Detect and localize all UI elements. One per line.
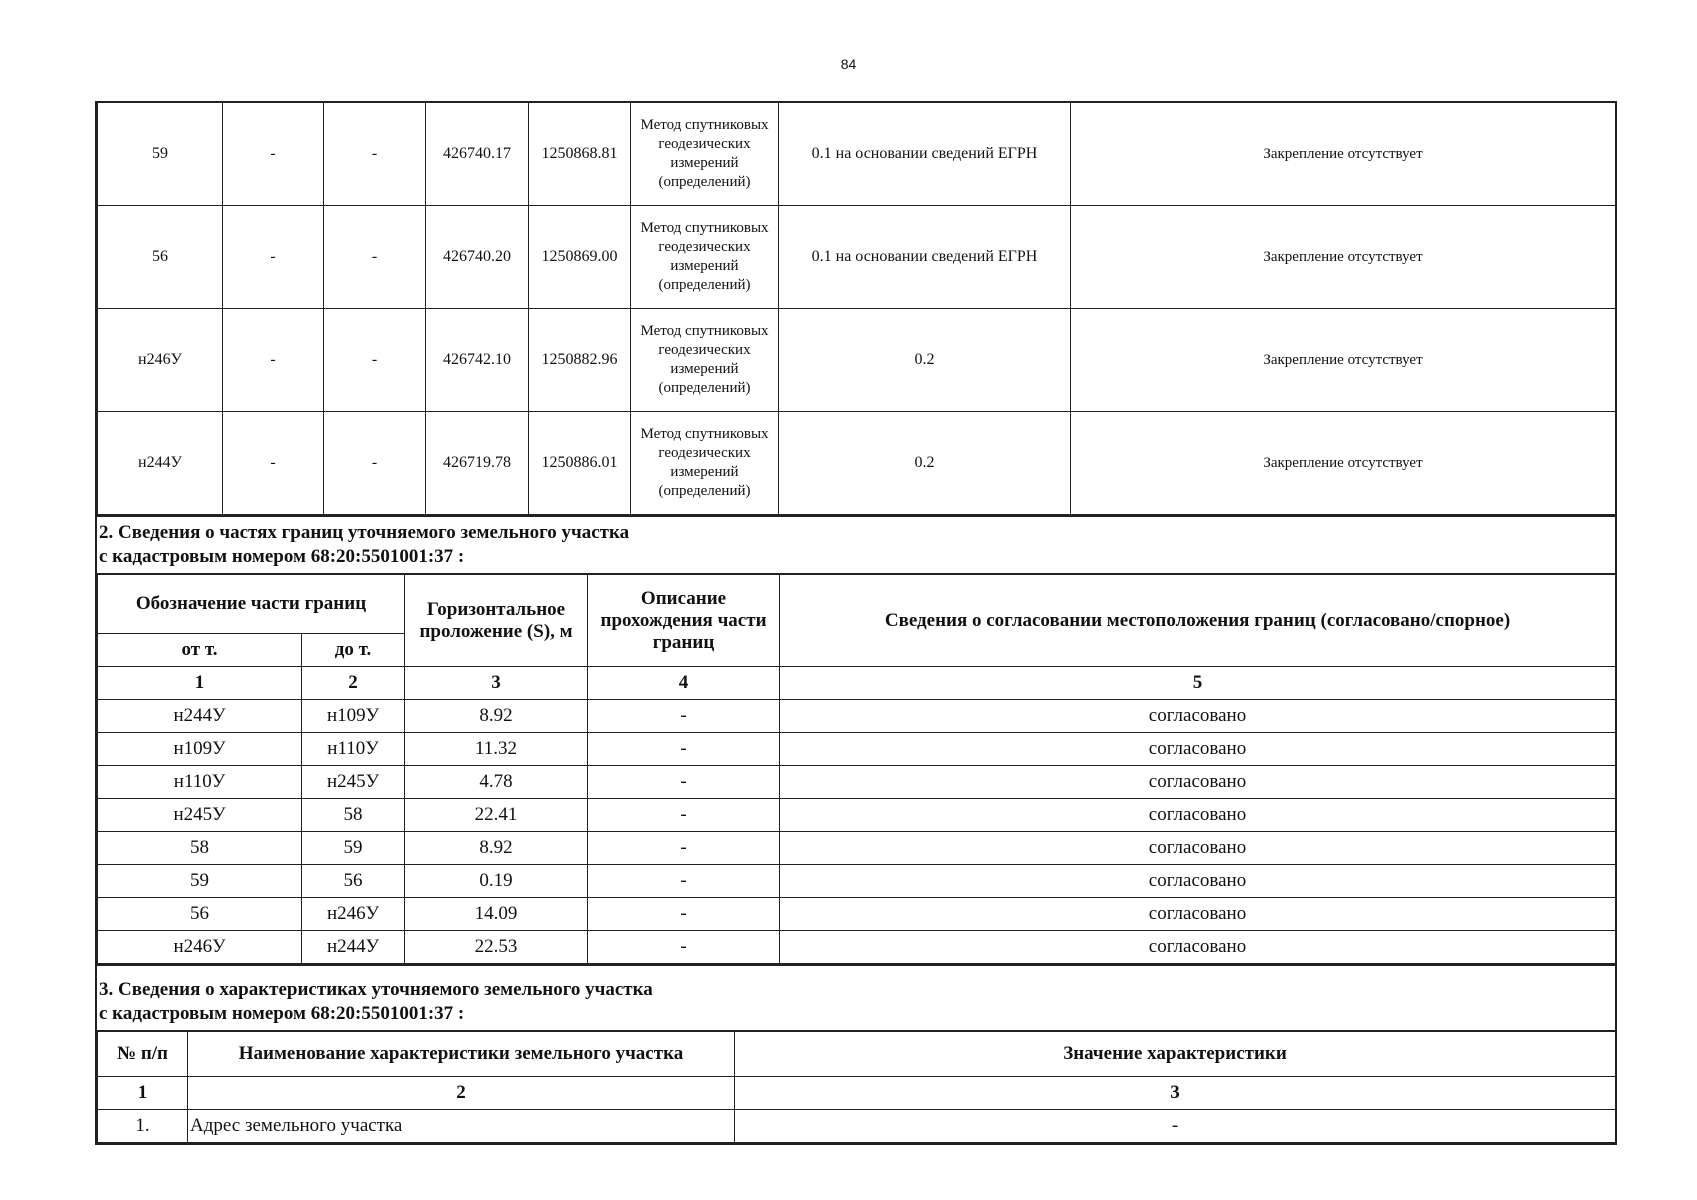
to-point: 58 xyxy=(302,799,405,832)
fixing-description: Закрепление отсутствует xyxy=(1071,102,1616,206)
header-name: Наименование характеристики земельного участка xyxy=(188,1032,735,1077)
header-value: Значение характеристики xyxy=(735,1032,1616,1077)
point-designation: 56 xyxy=(98,206,223,309)
horizontal-distance: 22.41 xyxy=(405,799,588,832)
coordinate-y: 1250882.96 xyxy=(529,309,631,412)
table-row xyxy=(98,733,1616,766)
column-numbers-row xyxy=(98,1077,1616,1110)
characteristic-value: - xyxy=(735,1110,1616,1143)
section-3-title-line1: 3. Сведения о характеристиках уточняемого земельного участка xyxy=(99,979,653,1000)
to-point: н109У xyxy=(302,700,405,733)
accuracy-value: 0.1 на основании сведений ЕГРН xyxy=(779,206,1071,309)
column-number: 3 xyxy=(735,1077,1616,1110)
point-designation: н246У xyxy=(98,309,223,412)
horizontal-distance: 0.19 xyxy=(405,865,588,898)
accuracy-value: 0.2 xyxy=(779,412,1071,515)
agreement-status: согласовано xyxy=(780,700,1616,733)
horizontal-distance: 11.32 xyxy=(405,733,588,766)
table-row xyxy=(98,898,1616,931)
table-row xyxy=(98,412,1616,515)
section-2-title xyxy=(97,515,1615,574)
header-part-designation: Обозначение части границ xyxy=(98,575,405,634)
agreement-status: согласовано xyxy=(780,799,1616,832)
agreement-status: согласовано xyxy=(780,865,1616,898)
coordinate-x: 426740.17 xyxy=(426,102,529,206)
empty-value: - xyxy=(223,102,324,206)
coordinate-y: 1250886.01 xyxy=(529,412,631,515)
table-row xyxy=(98,206,1616,309)
accuracy-value: 0.1 на основании сведений ЕГРН xyxy=(779,102,1071,206)
from-point: н244У xyxy=(98,700,302,733)
coordinate-x: 426719.78 xyxy=(426,412,529,515)
determination-method: Метод спутниковых геодезических измерений (определений) xyxy=(631,206,779,309)
coordinate-x: 426740.20 xyxy=(426,206,529,309)
part-description: - xyxy=(588,700,780,733)
header-from: от т. xyxy=(98,634,302,667)
row-number: 1. xyxy=(98,1110,188,1143)
header-to: до т. xyxy=(302,634,405,667)
from-point: 59 xyxy=(98,865,302,898)
coordinate-x: 426742.10 xyxy=(426,309,529,412)
fixing-description: Закрепление отсутствует xyxy=(1071,412,1616,515)
column-number: 1 xyxy=(98,667,302,700)
page-number: 84 xyxy=(840,56,857,72)
agreement-status: согласовано xyxy=(780,733,1616,766)
part-description: - xyxy=(588,799,780,832)
horizontal-distance: 22.53 xyxy=(405,931,588,964)
to-point: 59 xyxy=(302,832,405,865)
table-row xyxy=(98,931,1616,964)
header-agreement: Сведения о согласовании местоположения границ (согласовано/спорное) xyxy=(780,575,1616,667)
point-designation: н244У xyxy=(98,412,223,515)
table-row xyxy=(98,1110,1616,1143)
horizontal-distance: 4.78 xyxy=(405,766,588,799)
determination-method: Метод спутниковых геодезических измерений (определений) xyxy=(631,102,779,206)
characteristic-name: Адрес земельного участка xyxy=(188,1110,735,1143)
fixing-description: Закрепление отсутствует xyxy=(1071,309,1616,412)
determination-method: Метод спутниковых геодезических измерений (определений) xyxy=(631,309,779,412)
from-point: 56 xyxy=(98,898,302,931)
to-point: н110У xyxy=(302,733,405,766)
empty-value: - xyxy=(223,412,324,515)
to-point: 56 xyxy=(302,865,405,898)
empty-value: - xyxy=(324,309,426,412)
header-num: № п/п xyxy=(98,1032,188,1077)
from-point: н245У xyxy=(98,799,302,832)
column-numbers-row xyxy=(98,667,1616,700)
part-description: - xyxy=(588,832,780,865)
section-2-title-line2: с кадастровым номером 68:20:5501001:37 : xyxy=(99,546,465,567)
horizontal-distance: 14.09 xyxy=(405,898,588,931)
document-table xyxy=(95,101,1617,1145)
table-row xyxy=(98,309,1616,412)
table-row xyxy=(98,766,1616,799)
table-row xyxy=(98,700,1616,733)
header-description: Описание прохождения части границ xyxy=(588,575,780,667)
determination-method: Метод спутниковых геодезических измерений (определений) xyxy=(631,412,779,515)
from-point: 58 xyxy=(98,832,302,865)
coordinate-y: 1250868.81 xyxy=(529,102,631,206)
to-point: н244У xyxy=(302,931,405,964)
header-horizontal: Горизонтальное проложение (S), м xyxy=(405,575,588,667)
column-number: 3 xyxy=(405,667,588,700)
column-number: 4 xyxy=(588,667,780,700)
column-number: 5 xyxy=(780,667,1616,700)
table-row xyxy=(98,865,1616,898)
to-point: н245У xyxy=(302,766,405,799)
accuracy-value: 0.2 xyxy=(779,309,1071,412)
empty-value: - xyxy=(324,206,426,309)
from-point: н246У xyxy=(98,931,302,964)
empty-value: - xyxy=(223,309,324,412)
table-row xyxy=(98,102,1616,206)
empty-value: - xyxy=(223,206,324,309)
table-row xyxy=(98,799,1616,832)
empty-value: - xyxy=(324,412,426,515)
table-row xyxy=(98,832,1616,865)
agreement-status: согласовано xyxy=(780,931,1616,964)
horizontal-distance: 8.92 xyxy=(405,832,588,865)
part-description: - xyxy=(588,931,780,964)
agreement-status: согласовано xyxy=(780,766,1616,799)
point-designation: 59 xyxy=(98,102,223,206)
characteristics-table xyxy=(97,1031,1616,1143)
part-description: - xyxy=(588,733,780,766)
column-number: 1 xyxy=(98,1077,188,1110)
column-number: 2 xyxy=(302,667,405,700)
agreement-status: согласовано xyxy=(780,832,1616,865)
part-description: - xyxy=(588,766,780,799)
fixing-description: Закрепление отсутствует xyxy=(1071,206,1616,309)
section-2-title-line1: 2. Сведения о частях границ уточняемого земельного участка xyxy=(99,522,630,543)
from-point: н109У xyxy=(98,733,302,766)
boundary-parts-table xyxy=(97,574,1616,964)
empty-value: - xyxy=(324,102,426,206)
agreement-status: согласовано xyxy=(780,898,1616,931)
from-point: н110У xyxy=(98,766,302,799)
part-description: - xyxy=(588,898,780,931)
to-point: н246У xyxy=(302,898,405,931)
coordinate-y: 1250869.00 xyxy=(529,206,631,309)
boundary-points-table xyxy=(97,101,1616,515)
column-number: 2 xyxy=(188,1077,735,1110)
part-description: - xyxy=(588,865,780,898)
section-3-title xyxy=(97,964,1615,1031)
horizontal-distance: 8.92 xyxy=(405,700,588,733)
section-3-title-line2: с кадастровым номером 68:20:5501001:37 : xyxy=(99,1003,465,1024)
